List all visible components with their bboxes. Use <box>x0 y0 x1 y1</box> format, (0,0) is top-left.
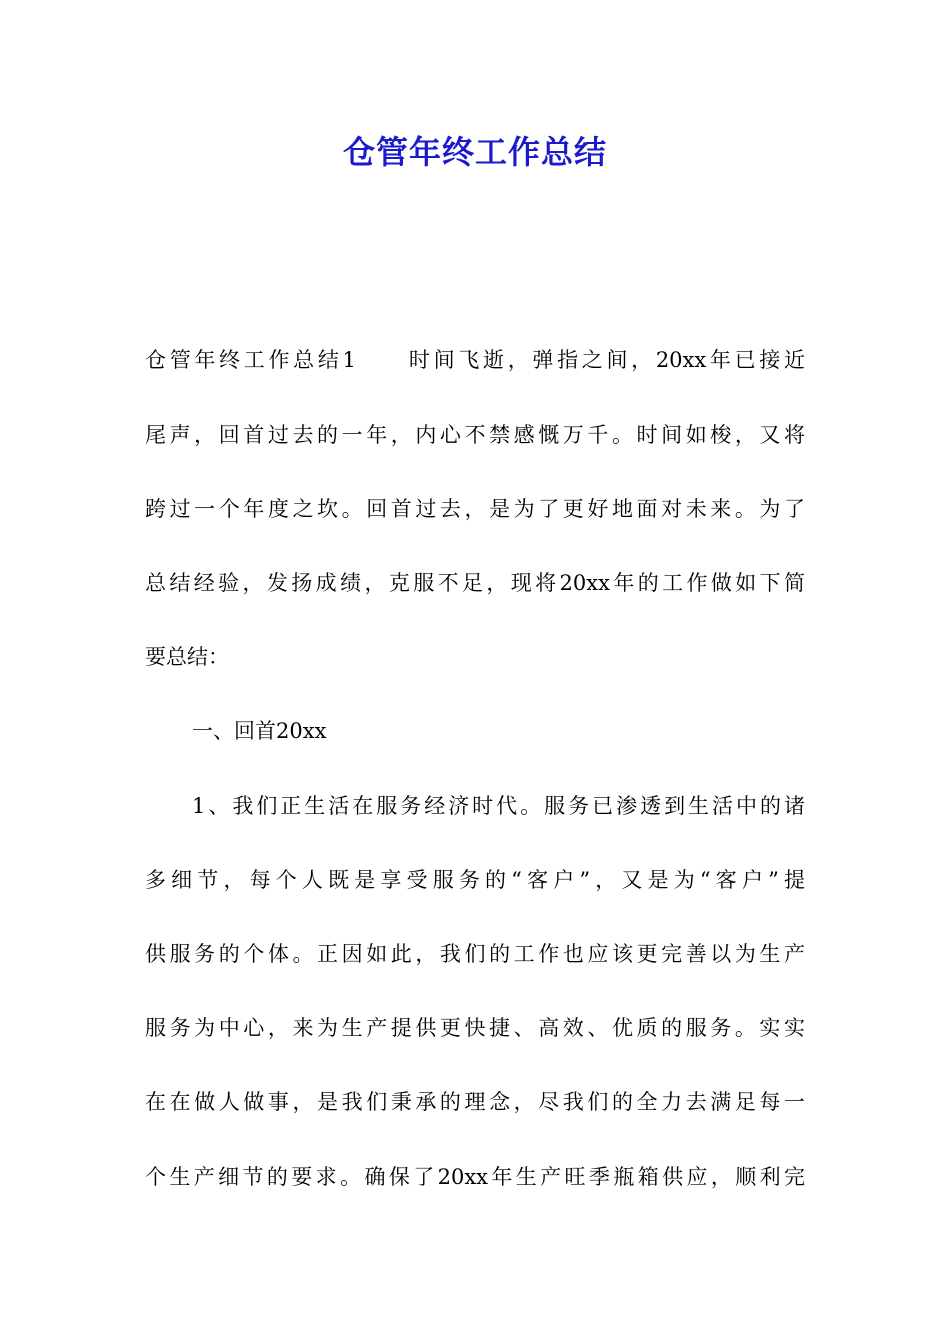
body-line: 总结经验，发扬成绩，克服不足，现将20xx年的工作做如下简 <box>145 571 805 595</box>
body-line: 多细节，每个人既是享受服务的“客户”，又是为“客户”提 <box>145 868 805 892</box>
body-line: 服务为中心，来为生产提供更快捷、高效、优质的服务。实实 <box>145 1016 805 1040</box>
section-heading: 一、回首20xx <box>192 719 327 743</box>
body-line: 个生产细节的要求。确保了20xx年生产旺季瓶箱供应，顺利完 <box>145 1165 805 1189</box>
body-line: 在在做人做事，是我们秉承的理念，尽我们的全力去满足每一 <box>145 1090 805 1114</box>
body-line: 尾声，回首过去的一年，内心不禁感慨万千。时间如梭，又将 <box>145 423 805 447</box>
body-line: 要总结： <box>145 645 229 669</box>
body-line: 仓管年终工作总结1 时间飞逝，弹指之间，20xx年已接近 <box>145 348 805 372</box>
body-line: 跨过一个年度之坎。回首过去，是为了更好地面对未来。为了 <box>145 497 805 521</box>
body-line: 供服务的个体。正因如此，我们的工作也应该更完善以为生产 <box>145 942 805 966</box>
body-line: 1、我们正生活在服务经济时代。服务已渗透到生活中的诸 <box>192 794 805 818</box>
document-title: 仓管年终工作总结 <box>342 133 607 171</box>
